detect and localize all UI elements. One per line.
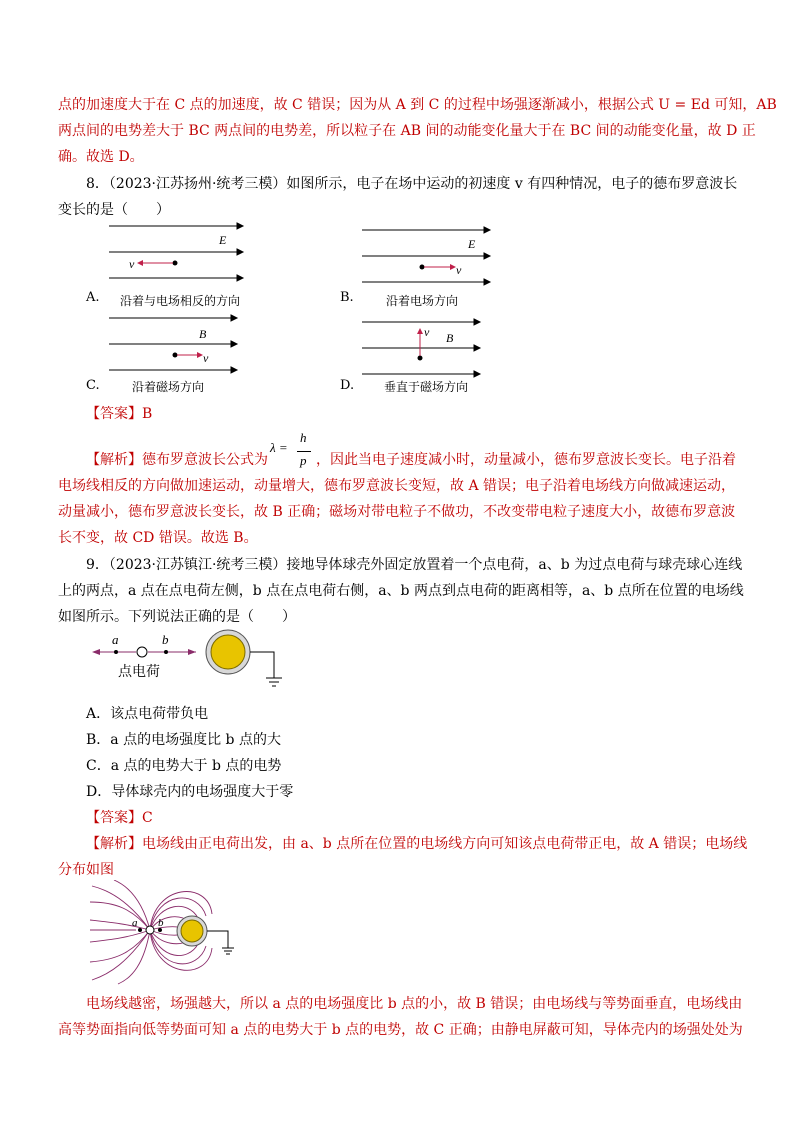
- field-e-label: E: [219, 233, 227, 247]
- solution-8-line-1a: 【解析】德布罗意波长公式为: [86, 452, 268, 468]
- solution-9-line-4: 高等势面指向低等势面可知 a 点的电势大于 b 点的电势，故 C 正确；由静电屏蔽可知，导体壳内的场强处处为: [58, 1022, 743, 1038]
- de-broglie-formula: [270, 430, 314, 474]
- formula-lambda: λ =: [270, 440, 288, 455]
- solution-9-line-1: 【解析】电场线由正电荷出发，由 a、b 点所在位置的电场线方向可知该点电荷带正电，故 A 错误；电场线: [86, 836, 748, 852]
- figure-8b-field-diagram: [358, 222, 494, 290]
- solution-9-line-3: 电场线越密，场强越大，所以 a 点的电场强度比 b 点的小，故 B 错误；由电场线与等势面垂直，电场线由: [86, 996, 743, 1012]
- option-9c: C．a 点的电势大于 b 点的电势: [86, 758, 282, 774]
- velocity-label: v: [424, 325, 430, 339]
- option-9b: B．a 点的电场强度比 b 点的大: [86, 732, 281, 748]
- field-b-label: B: [446, 331, 454, 345]
- point-b-label: b: [162, 632, 169, 647]
- option-8d-label: D.: [340, 378, 355, 393]
- solution-8-line-3: 动量减小，德布罗意波长变长，故 B 正确；磁场对带电粒子不做功，不改变带电粒子速度大小，故德布罗意波: [58, 504, 736, 520]
- figure-8c-field-diagram: [105, 310, 243, 376]
- option-8c-caption: 沿着磁场方向: [132, 380, 205, 394]
- fraction-bar: [297, 451, 311, 452]
- solution-8-line-2: 电场线相反的方向做加速运动，动量增大，德布罗意波长变短，故 A 错误；电子沿着电场线方向做减速运动，: [58, 478, 736, 494]
- question-8-stem-2: 变长的是（ ）: [58, 202, 170, 218]
- formula-denominator: p: [300, 453, 307, 468]
- point-b-label: b: [158, 917, 164, 929]
- answer-8: 【答案】B: [86, 406, 153, 422]
- question-9-stem-3: 如图所示。下列说法正确的是（ ）: [58, 609, 296, 625]
- option-8b-caption: 沿着电场方向: [386, 294, 459, 308]
- option-8c-label: C.: [86, 378, 100, 393]
- option-8d-caption: 垂直于磁场方向: [384, 380, 469, 394]
- formula-numerator: h: [300, 430, 307, 445]
- field-e-label: E: [468, 237, 476, 251]
- point-a-label: a: [132, 917, 138, 929]
- velocity-label: v: [203, 351, 209, 365]
- field-b-label: B: [199, 327, 207, 341]
- option-8b-label: B.: [340, 290, 354, 305]
- solution-8-line-1b: ，因此当电子速度减小时，动量减小，德布罗意波长变长。电子沿着: [316, 452, 736, 468]
- question-9-stem-1: 9．（2023·江苏镇江·统考三模）接地导体球壳外固定放置着一个点电荷，a、b 为过点电荷与球壳球心连线: [86, 557, 743, 573]
- solution-9-line-2: 分布如图: [58, 862, 114, 878]
- solution-8-line-4: 长不变，故 CD 错误。故选 B。: [58, 530, 258, 546]
- figure-9-field-line-distribution: [88, 880, 248, 986]
- figure-8a-field-diagram: [105, 218, 245, 292]
- question-8-stem-1: 8．（2023·江苏扬州·统考三模）如图所示，电子在场中运动的初速度 v 有四种情况，电子的德布罗意波长: [86, 176, 738, 192]
- question-9-stem-2: 上的两点，a 点在点电荷左侧，b 点在点电荷右侧，a、b 两点到点电荷的距离相等，a、b 点所在位置的电场线: [58, 583, 744, 599]
- prev-solution-line-3: 确。故选 D。: [58, 149, 144, 165]
- prev-solution-line-1: 点的加速度大于在 C 点的加速度，故 C 错误；因为从 A 到 C 的过程中场强逐渐减小，根据公式 U = Ed 可知，AB: [58, 97, 777, 113]
- point-a-label: a: [112, 632, 119, 647]
- figure-9-charge-and-sphere: [88, 626, 298, 698]
- figure-8d-field-diagram: [358, 314, 486, 378]
- velocity-label: v: [456, 263, 462, 277]
- answer-9: 【答案】C: [86, 810, 153, 826]
- point-charge-label: 点电荷: [118, 664, 160, 680]
- option-9a: A．该点电荷带负电: [86, 706, 209, 722]
- prev-solution-line-2: 两点间的电势差大于 BC 两点间的电势差，所以粒子在 AB 间的动能变化量大于在 BC 间的动能变化量，故 D 正: [58, 123, 756, 139]
- option-9d: D．导体球壳内的电场强度大于零: [86, 784, 294, 800]
- velocity-label: v: [129, 257, 135, 271]
- option-8a-label: A.: [86, 290, 100, 305]
- option-8a-caption: 沿着与电场相反的方向: [120, 294, 241, 308]
